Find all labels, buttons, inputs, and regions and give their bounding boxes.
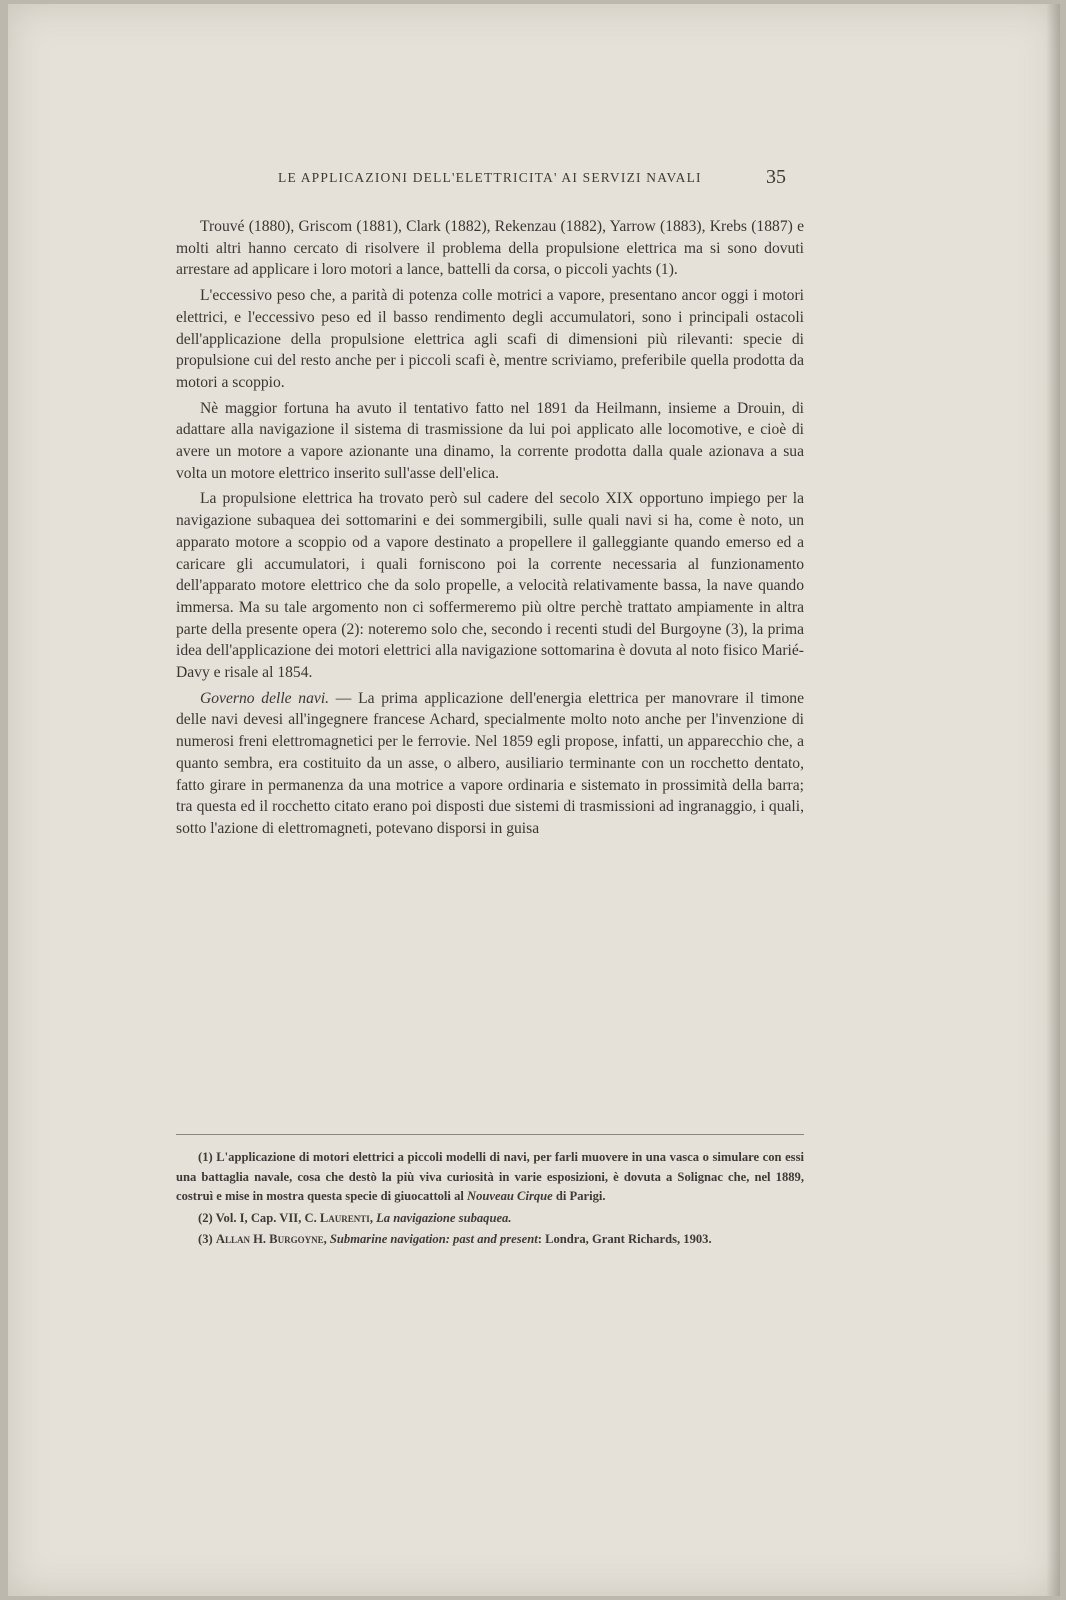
footnote-3 xyxy=(176,1230,804,1250)
footnote-1-text: (1) L'applicazione di motori elettrici a piccoli modelli di navi, per farli muovere in una vasca o simulare con essi una battaglia navale, cosa che destò la più viva curiosità in varie esposizioni, è dovuta a Solignac che, nel 1889, costruì e mise in mostra questa specie di giuocattoli al xyxy=(176,1150,804,1203)
paragraph-4: La propulsione elettrica ha trovato però sul cadere del secolo XIX opportuno impiego per la navigazione subaquea dei sottomarini e dei sommergibili, sulle quali navi si ha, come è noto, un apparato motore a scoppio od a vapore destinato a propellere il galleggiante quando emerso ed a caricare gli accumulatori, i quali forniscono poi la corrente necessaria al funzionamento dell'apparato motore elettrico che da solo propelle, a velocità relativamente bassa, la nave quando immersa. Ma su tale argomento non ci soffermeremo più oltre perchè trattato ampiamente in altra parte della presente opera (2): noteremo solo che, secondo i recenti studi del Burgoyne (3), la prima idea dell'applicazione dei motori elettrici alla navigazione sottomarina è dovuta al noto fisico Marié-Davy e risale al 1854. xyxy=(176,490,804,682)
page-edge-shadow xyxy=(1046,4,1060,1596)
footnotes xyxy=(176,1148,804,1252)
main-text xyxy=(176,216,804,844)
paragraph-5-text: — La prima applicazione dell'energia elettrica per manovrare il timone delle navi devesi all'ingegnere francese Achard, specialmente molto noto anche per l'invenzione di numerosi freni elettromagnetici per le ferrovie. Nel 1859 egli propose, infatti, un apparecchio che, a quanto sembra, era costituito da un asse, o albero, ausiliario terminante con un rocchetto dentato, fatto girare in permanenza da una motrice a vapore ordinaria e sistemato in prossimità della barra; tra questa ed il rocchetto citato erano poi disposti due sistemi di trasmissioni ad ingranaggio, i quali, sotto l'azione di elettromagneti, potevano disporsi in guisa xyxy=(176,689,804,837)
footnote-divider xyxy=(176,1134,804,1135)
footnote-1-end: di Parigi. xyxy=(552,1189,606,1203)
running-title: LE APPLICAZIONI DELL'ELETTRICITA' AI SERVIZI NAVALI xyxy=(278,170,702,185)
footnote-3-title: Submarine navigation: past and present xyxy=(329,1232,538,1246)
paragraph-2: L'eccessivo peso che, a parità di potenza colle motrici a vapore, presentano ancor oggi i motori elettrici, e l'eccessivo peso ed il basso rendimento degli accumulatori, sono i principali ostacoli dell'applicazione della propulsione elettrica agli scafi di dimensioni più rilevanti: specie di propulsione cui del resto anche per i piccoli scafi è, mentre scriviamo, preferibile quella prodotta da motori a scoppio. xyxy=(176,287,804,391)
footnote-2-text: (2) Vol. I, Cap. VII, C. xyxy=(198,1210,320,1225)
footnote-2-author: Laurenti xyxy=(319,1210,370,1225)
paragraph-3: Nè maggior fortuna ha avuto il tentativo fatto nel 1891 da Heilmann, insieme a Drouin, di adattare alla navigazione il sistema di trasmissione da lui poi applicato alle locomotive, e cioè di avere un motore a vapore azionante una dinamo, la corrente prodotta dalla quale azionava a sua volta un motore elettrico inserito sull'asse dell'elica. xyxy=(176,399,804,482)
footnote-1-title: Nouveau Cirque xyxy=(467,1189,553,1203)
section-heading-governo: Governo delle navi. xyxy=(200,689,330,707)
footnote-2-title: La navigazione subaquea. xyxy=(376,1210,512,1225)
footnote-3-text: (3) xyxy=(198,1232,216,1246)
footnote-2-sep: , xyxy=(369,1210,377,1225)
footnote-3-end: : Londra, Grant Richards, 1903. xyxy=(537,1232,712,1246)
paragraph-5 xyxy=(176,688,804,840)
paragraph-1: Trouvé (1880), Griscom (1881), Clark (1882), Rekenzau (1882), Yarrow (1883), Krebs (1887) e molti altri hanno cercato di risolvere il problema della propulsione elettrica ma si sono dovuti arrestare ad applicare i loro motori a lance, battelli da corsa, o piccoli yachts (1). xyxy=(176,218,804,279)
footnote-1 xyxy=(176,1148,804,1207)
footnote-3-sep: , xyxy=(323,1232,330,1246)
footnote-3-author: Allan H. Burgoyne xyxy=(215,1232,324,1246)
page-number: 35 xyxy=(766,166,786,188)
footnote-2 xyxy=(176,1209,804,1229)
